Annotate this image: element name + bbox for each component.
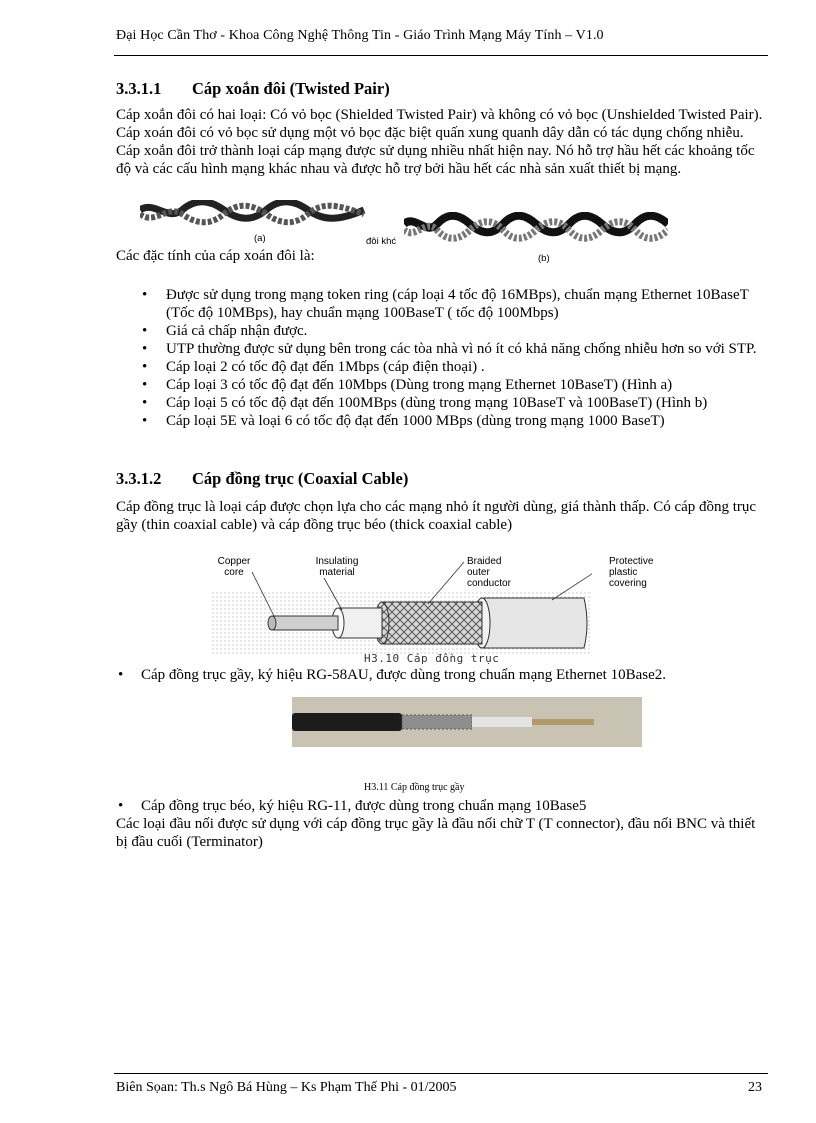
list-item: • Cáp loại 5 có tốc độ đạt đến 100MBps (dùng trong mạng 10BaseT và 100BaseT) (Hình b) — [116, 394, 776, 412]
thin-coax-bullet: • Cáp đồng trục gầy, ký hiệu RG-58AU, được dùng trong chuẩn mạng Ethernet 10Base2. — [116, 666, 776, 684]
label-insulating-material: Insulating material — [315, 556, 359, 578]
section-number: 3.3.1.2 — [116, 469, 162, 488]
list-item: • Cáp loại 3 có tốc độ đạt đến 10Mbps (Dùng trong mạng Ethernet 10BaseT) (Hình a) — [116, 376, 776, 394]
thick-coax-bullet: • Cáp đồng trục béo, ký hiệu RG-11, được dùng trong chuẩn mạng 10Base5 — [116, 797, 776, 815]
list-item: • Cáp loại 5E và loại 6 có tốc độ đạt đến 1000 MBps (dùng trong mạng 1000 BaseT) — [116, 412, 776, 430]
section-title: Cáp xoắn đôi (Twisted Pair) — [192, 79, 390, 98]
thin-coax-photo — [292, 697, 642, 747]
coaxial-paragraph: Cáp đồng trục là loại cáp được chọn lựa cho các mạng nhỏ ít người dùng, giá thành thấp. Có cáp đồng trục gầy (thin coaxial cable) và cáp đồng trục béo (thick coaxial cable) — [116, 499, 757, 533]
footer-rule — [114, 1073, 768, 1074]
properties-intro: Các đặc tính của cáp xoán đôi là: — [116, 248, 315, 264]
connectors-paragraph: Các loại đầu nối được sử dụng với cáp đồng trục gầy là đầu nối chữ T (T connector), đầu nối BNC và thiết bị đầu cuối (Terminator) — [116, 816, 756, 850]
figure-label-b: (b) — [538, 253, 550, 264]
list-item: • Cáp loại 2 có tốc độ đạt đến 1Mbps (cáp điện thoại) . — [116, 358, 776, 376]
page-number: 23 — [748, 1080, 762, 1095]
figure-label-a: (a) — [254, 233, 266, 244]
list-item: • Được sử dụng trong mạng token ring (cáp loại 4 tốc độ 16MBps), chuẩn mạng Ethernet 10BaseT (Tốc độ 10MBps), hay chuẩn mạng 100BaseT ( tốc độ 100Mbps) — [116, 286, 776, 322]
section-heading-twisted-pair — [116, 79, 390, 99]
twisted-pair-properties-list — [116, 286, 776, 430]
section-title: Cáp đồng trục (Coaxial Cable) — [192, 469, 409, 488]
label-copper-core: Copper core — [217, 556, 251, 578]
label-braided-conductor: Braided outer conductor — [467, 556, 511, 589]
footer-author: Biên Sọan: Th.s Ngô Bá Hùng – Ks Phạm Thế Phi - 01/2005 — [116, 1080, 457, 1095]
header-rule — [114, 55, 768, 56]
section-heading-coaxial — [116, 469, 408, 489]
figure-caption-thin-coax: H3.11 Cáp đồng trục gầy — [364, 782, 465, 793]
figure-caption-coaxial: H3.10 Cáp đồng trục — [364, 652, 500, 665]
list-item: • UTP thường được sử dụng bên trong các tòa nhà vì nó ít có khả năng chống nhiễu hơn so với STP. — [116, 340, 776, 358]
figure-label-mid: đôi khć — [366, 236, 397, 247]
twisted-pair-figure-b — [404, 212, 668, 244]
twisted-pair-figure-a — [140, 200, 366, 230]
label-protective-covering: Protective plastic covering — [609, 556, 654, 589]
page-header: Đại Học Cần Thơ - Khoa Công Nghệ Thông Tin - Giáo Trình Mạng Máy Tính – V1.0 — [116, 28, 604, 43]
coaxial-cable-diagram — [212, 552, 592, 658]
list-item: • Giá cả chấp nhận được. — [116, 322, 776, 340]
twisted-pair-paragraph: Cáp xoắn đôi có hai loại: Có vỏ bọc (Shielded Twisted Pair) và không có vỏ bọc (Unshielded Twisted Pair). Cáp xoán đôi có vỏ bọc sử dụng một vỏ bọc đặc biệt quấn xung quanh dây dẫn có tác dụng chống nhiễu. Cáp xoắn đôi trở thành loại cáp mạng được sử dụng nhiều nhất hiện nay. Nó hỗ trợ hầu hết các khoảng tốc độ và các cấu hình mạng khác nhau và được hỗ trợ bởi hầu hết các nhà sản xuất thiết bị mạng. — [116, 107, 763, 177]
section-number: 3.3.1.1 — [116, 79, 162, 98]
